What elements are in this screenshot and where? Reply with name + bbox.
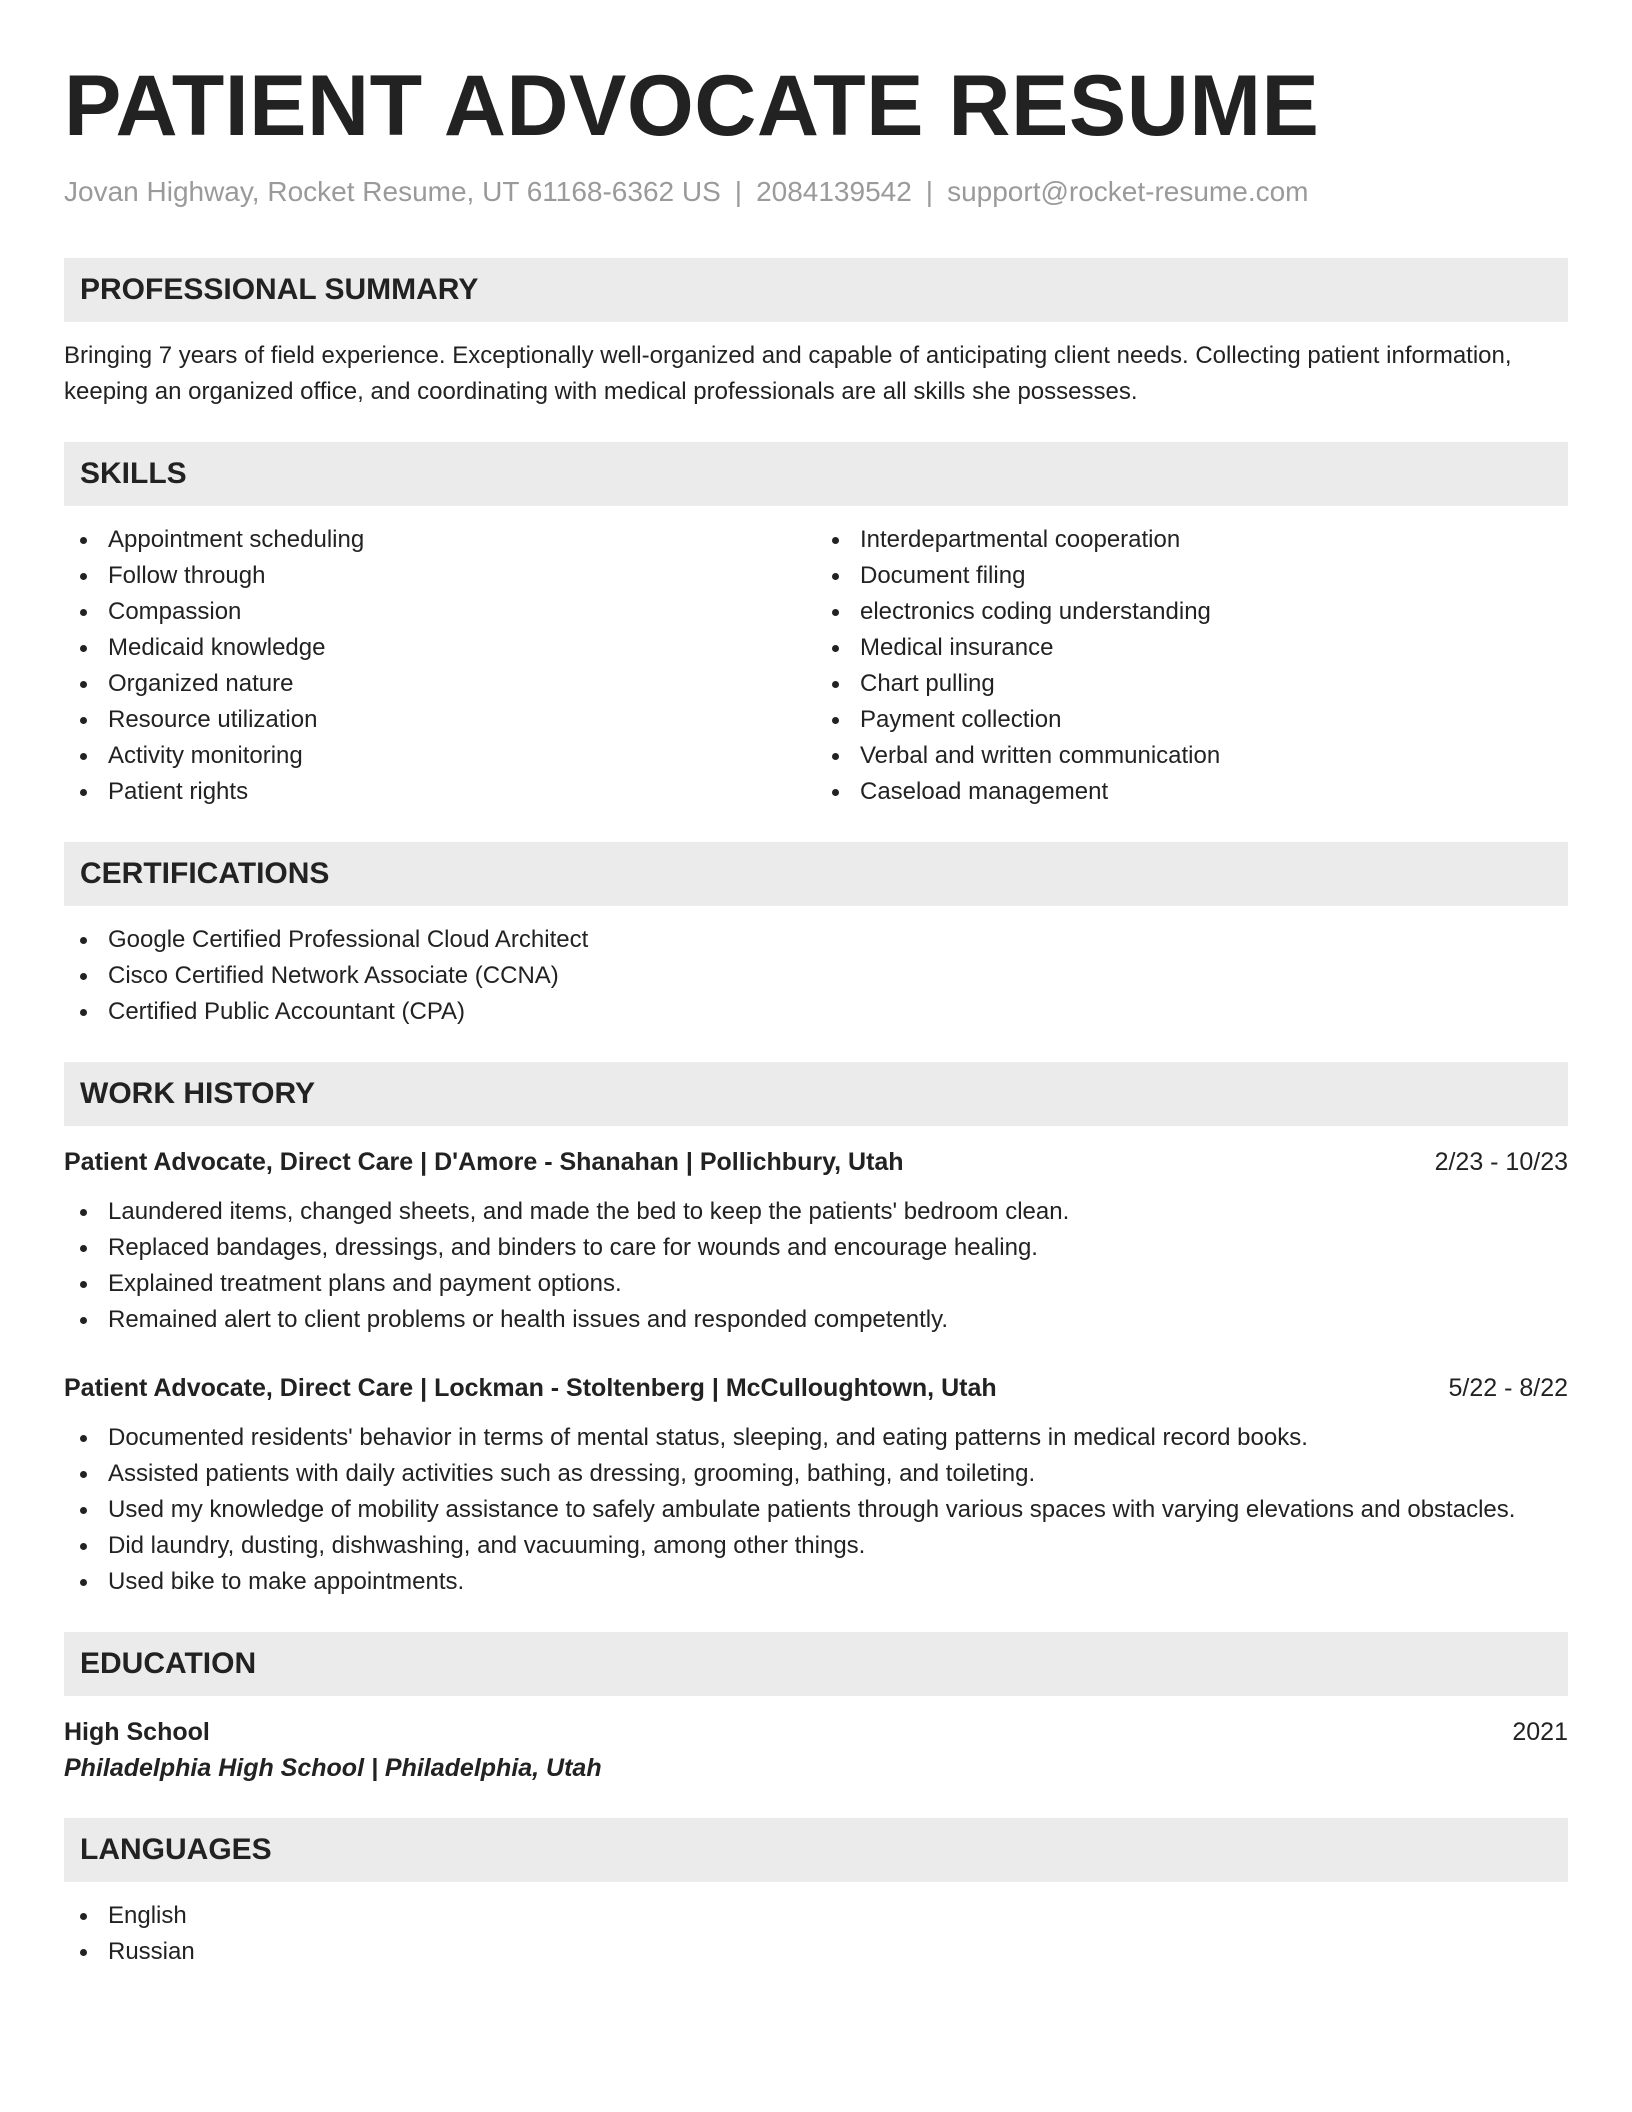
- job-bullet: Replaced bandages, dressings, and binders to care for wounds and encourage healing.: [64, 1230, 1568, 1266]
- section-header-skills: SKILLS: [64, 442, 1568, 506]
- job-bullet: Explained treatment plans and payment options.: [64, 1266, 1568, 1302]
- skill-item: Document filing: [816, 558, 1568, 594]
- skill-item: Follow through: [64, 558, 816, 594]
- skill-item: Appointment scheduling: [64, 522, 816, 558]
- skill-item: Chart pulling: [816, 666, 1568, 702]
- certification-item: Google Certified Professional Cloud Architect: [64, 922, 1568, 958]
- skill-item: Patient rights: [64, 774, 816, 810]
- education-school: Philadelphia High School | Philadelphia, Utah: [64, 1754, 602, 1782]
- skill-item: Interdepartmental cooperation: [816, 522, 1568, 558]
- education-year: 2021: [1512, 1718, 1568, 1746]
- job-bullets: [64, 1194, 1568, 1338]
- contact-email: support@rocket-resume.com: [947, 176, 1309, 207]
- job-header: [64, 1370, 1568, 1406]
- skill-item: Verbal and written communication: [816, 738, 1568, 774]
- contact-separator: |: [925, 176, 934, 207]
- education-degree: High School: [64, 1718, 210, 1746]
- skill-item: Compassion: [64, 594, 816, 630]
- job-bullet: Used my knowledge of mobility assistance to safely ambulate patients through various spaces with varying elevations and obstacles.: [64, 1492, 1568, 1528]
- contact-line: [64, 174, 1568, 210]
- education-header: [64, 1714, 1568, 1750]
- section-header-education: EDUCATION: [64, 1632, 1568, 1696]
- job-bullet: Assisted patients with daily activities such as dressing, grooming, bathing, and toileting.: [64, 1456, 1568, 1492]
- language-item: English: [64, 1898, 1568, 1934]
- job-header: [64, 1144, 1568, 1180]
- skill-item: Medical insurance: [816, 630, 1568, 666]
- skills-list-left: [64, 522, 816, 810]
- skill-item: Payment collection: [816, 702, 1568, 738]
- job-title: Patient Advocate, Direct Care | Lockman - Stoltenberg | McCulloughtown, Utah: [64, 1374, 997, 1402]
- skill-item: Medicaid knowledge: [64, 630, 816, 666]
- certifications-list: [64, 922, 1568, 1030]
- certification-item: Cisco Certified Network Associate (CCNA): [64, 958, 1568, 994]
- job-bullet: Did laundry, dusting, dishwashing, and vacuuming, among other things.: [64, 1528, 1568, 1564]
- skills-columns: [64, 506, 1568, 810]
- job-dates: 5/22 - 8/22: [1448, 1374, 1568, 1402]
- contact-separator: |: [734, 176, 743, 207]
- job-entry: [64, 1370, 1568, 1600]
- job-bullet: Remained alert to client problems or health issues and responded competently.: [64, 1302, 1568, 1338]
- job-title: Patient Advocate, Direct Care | D'Amore - Shanahan | Pollichbury, Utah: [64, 1148, 904, 1176]
- job-bullet: Laundered items, changed sheets, and made the bed to keep the patients' bedroom clean.: [64, 1194, 1568, 1230]
- job-bullet: Used bike to make appointments.: [64, 1564, 1568, 1600]
- job-entry: [64, 1144, 1568, 1338]
- education-entry: [64, 1714, 1568, 1786]
- skill-item: Caseload management: [816, 774, 1568, 810]
- job-bullets: [64, 1420, 1568, 1600]
- certification-item: Certified Public Accountant (CPA): [64, 994, 1568, 1030]
- section-header-work-history: WORK HISTORY: [64, 1062, 1568, 1126]
- contact-phone: 2084139542: [756, 176, 912, 207]
- resume-title: PATIENT ADVOCATE RESUME: [64, 58, 1320, 154]
- skill-item: electronics coding understanding: [816, 594, 1568, 630]
- section-header-certifications: CERTIFICATIONS: [64, 842, 1568, 906]
- skill-item: Activity monitoring: [64, 738, 816, 774]
- summary-text: Bringing 7 years of field experience. Exceptionally well-organized and capable of anticipating client needs. Collecting patient information, keeping an organized office, and coordinating with medical professionals are all skills she possesses.: [64, 342, 1512, 405]
- skill-item: Resource utilization: [64, 702, 816, 738]
- skills-list-right: [816, 522, 1568, 810]
- contact-address: Jovan Highway, Rocket Resume, UT 61168-6362 US: [64, 176, 721, 207]
- job-bullet: Documented residents' behavior in terms of mental status, sleeping, and eating patterns in medical record books.: [64, 1420, 1568, 1456]
- section-header-summary: PROFESSIONAL SUMMARY: [64, 258, 1568, 322]
- language-item: Russian: [64, 1934, 1568, 1970]
- skill-item: Organized nature: [64, 666, 816, 702]
- job-dates: 2/23 - 10/23: [1434, 1148, 1568, 1176]
- section-header-languages: LANGUAGES: [64, 1818, 1568, 1882]
- languages-list: [64, 1898, 1568, 1970]
